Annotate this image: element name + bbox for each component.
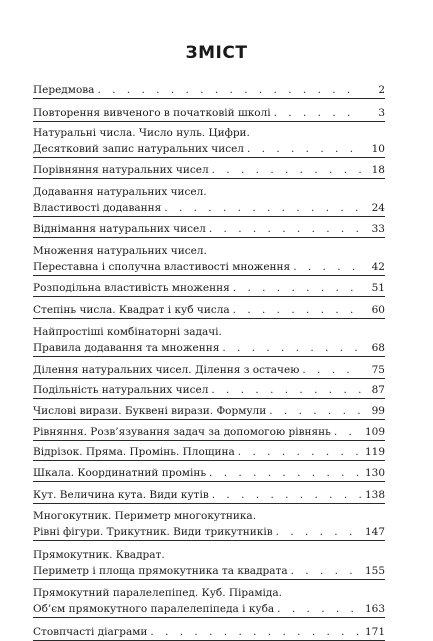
toc-entry-line xyxy=(33,82,385,98)
toc-entry[interactable] xyxy=(33,125,385,158)
dot-leader xyxy=(293,259,362,275)
toc-entry-line xyxy=(33,403,385,419)
toc-entry-line xyxy=(33,125,385,141)
dot-leader xyxy=(334,424,362,440)
toc-entry-line xyxy=(33,302,385,318)
dot-leader xyxy=(302,362,362,378)
toc-page-number: 147 xyxy=(364,526,385,538)
toc-page-number: 138 xyxy=(364,489,385,501)
toc-entry-title: Розподільна властивість множення xyxy=(33,282,230,294)
dot-leader xyxy=(291,563,362,579)
dot-leader xyxy=(277,601,362,617)
toc-entry-line xyxy=(33,362,385,378)
toc-entry-line xyxy=(33,547,385,563)
toc-entry-title: Ділення натуральних чисел. Ділення з остачею xyxy=(33,364,300,376)
toc-entry[interactable] xyxy=(33,324,385,357)
toc-entry-line xyxy=(33,324,385,340)
toc-entry-line xyxy=(33,382,385,398)
dot-leader xyxy=(233,302,362,318)
toc-entry-title: Відрізок. Пряма. Промінь. Площина xyxy=(33,446,235,458)
toc-page-number: 60 xyxy=(371,304,385,316)
toc-page-number: 3 xyxy=(378,107,385,119)
toc-entry[interactable] xyxy=(33,624,385,641)
table-of-contents xyxy=(33,78,385,641)
toc-entry-title: Многокутник. Периметр многокутника. xyxy=(33,510,257,522)
toc-entry-line xyxy=(33,243,385,259)
toc-entry-title: Прямокутний паралелепіпед. Куб. Піраміда. xyxy=(33,587,282,599)
toc-page-number: 155 xyxy=(364,565,385,577)
toc-page-number: 18 xyxy=(371,164,385,176)
toc-entry[interactable] xyxy=(33,508,385,541)
dot-leader xyxy=(150,624,362,640)
toc-page-number: 99 xyxy=(371,405,385,417)
toc-entry[interactable] xyxy=(33,302,385,319)
toc-entry-title: Подільність натуральних чисел xyxy=(33,384,209,396)
toc-entry-line xyxy=(33,105,385,121)
toc-entry-line xyxy=(33,280,385,296)
toc-entry-title: Додавання натуральних чисел. xyxy=(33,186,207,198)
dot-leader xyxy=(238,444,362,460)
toc-entry[interactable] xyxy=(33,585,385,618)
toc-entry-title: Стовпчасті діаграми xyxy=(33,626,148,638)
toc-entry-line xyxy=(33,444,385,460)
toc-entry-line xyxy=(33,624,385,640)
dot-leader xyxy=(212,162,362,178)
toc-entry-title: Порівняння натуральних чисел xyxy=(33,164,209,176)
toc-page-number: 2 xyxy=(378,84,385,96)
toc-entry[interactable] xyxy=(33,487,385,504)
toc-entry-title: Віднімання натуральних чисел xyxy=(33,223,206,235)
toc-page-number: 163 xyxy=(364,603,385,615)
toc-entry-line xyxy=(33,340,385,356)
toc-entry[interactable] xyxy=(33,465,385,482)
toc-entry-title: Рівні фігури. Трикутник. Види трикутників xyxy=(33,526,273,538)
dot-leader xyxy=(233,280,362,296)
toc-entry-title: Степінь числа. Квадрат і куб числа xyxy=(33,304,230,316)
toc-entry-title: Натуральні числа. Число нуль. Цифри. xyxy=(33,127,250,139)
toc-entry-line xyxy=(33,487,385,503)
toc-entry-title: Кут. Величина кута. Види кутів xyxy=(33,489,209,501)
toc-entry[interactable] xyxy=(33,184,385,217)
toc-entry-title: Властивості додавання xyxy=(33,202,162,214)
toc-entry-line xyxy=(33,563,385,579)
toc-entry-title: Повторення вивченого в початковій школі xyxy=(33,107,271,119)
toc-entry[interactable] xyxy=(33,82,385,99)
toc-entry-title: Переставна і сполучна властивості множення xyxy=(33,261,291,273)
toc-entry-title: Передмова xyxy=(33,84,95,96)
toc-entry-title: Прямокутник. Квадрат. xyxy=(33,549,165,561)
toc-entry-title: Правила додавання та множення xyxy=(33,342,220,354)
toc-page-number: 109 xyxy=(364,426,385,438)
toc-entry[interactable] xyxy=(33,162,385,179)
toc-entry-line xyxy=(33,465,385,481)
toc-entry-line xyxy=(33,221,385,237)
toc-page-number: 24 xyxy=(371,202,385,214)
toc-page-number: 51 xyxy=(371,282,385,294)
toc-entry-title: Об’єм прямокутного паралелепіпеда і куба xyxy=(33,603,275,615)
toc-page-number: 42 xyxy=(371,261,385,273)
toc-entry-line xyxy=(33,259,385,275)
toc-page-number: 119 xyxy=(364,446,385,458)
toc-entry[interactable] xyxy=(33,547,385,580)
toc-entry-line xyxy=(33,200,385,216)
toc-entry[interactable] xyxy=(33,280,385,297)
dot-leader xyxy=(274,105,362,121)
toc-page-number: 33 xyxy=(371,223,385,235)
toc-entry[interactable] xyxy=(33,221,385,238)
toc-entry-line xyxy=(33,162,385,178)
toc-entry-line xyxy=(33,524,385,540)
toc-page-number: 68 xyxy=(371,342,385,354)
toc-entry[interactable] xyxy=(33,105,385,122)
toc-entry-line xyxy=(33,141,385,157)
toc-entry-title: Найпростіші комбінаторні задачі. xyxy=(33,326,222,338)
dot-leader xyxy=(212,487,362,503)
toc-entry-line xyxy=(33,585,385,601)
toc-entry-line xyxy=(33,508,385,524)
toc-entry-title: Числові вирази. Буквені вирази. Формули xyxy=(33,405,267,417)
toc-entry[interactable] xyxy=(33,444,385,461)
toc-entry-title: Рівняння. Розв’язування задач за допомогою рівнянь xyxy=(33,426,331,438)
dot-leader xyxy=(209,221,362,237)
toc-page-number: 171 xyxy=(364,626,385,638)
toc-entry-title: Шкала. Координатний промінь xyxy=(33,467,207,479)
dot-leader xyxy=(211,382,362,398)
dot-leader xyxy=(276,524,362,540)
dot-leader xyxy=(97,82,362,98)
toc-entry-line xyxy=(33,184,385,200)
toc-page-number: 130 xyxy=(364,467,385,479)
dot-leader xyxy=(209,465,362,481)
toc-entry[interactable] xyxy=(33,382,385,399)
toc-entry[interactable] xyxy=(33,362,385,379)
toc-entry[interactable] xyxy=(33,243,385,276)
dot-leader xyxy=(269,403,362,419)
toc-entry[interactable] xyxy=(33,403,385,420)
toc-entry-title: Множення натуральних чисел. xyxy=(33,245,207,257)
toc-entry-line xyxy=(33,601,385,617)
page-title: ЗМІСТ xyxy=(185,43,248,63)
dot-leader xyxy=(247,141,362,157)
toc-entry-line xyxy=(33,424,385,440)
toc-page-number: 87 xyxy=(371,384,385,396)
toc-page-number: 10 xyxy=(371,143,385,155)
dot-leader xyxy=(164,200,362,216)
toc-page-number: 75 xyxy=(371,364,385,376)
toc-entry[interactable] xyxy=(33,424,385,441)
dot-leader xyxy=(222,340,362,356)
toc-entry-title: Периметр і площа прямокутника та квадрата xyxy=(33,565,288,577)
toc-entry-title: Десятковий запис натуральних чисел xyxy=(33,143,244,155)
